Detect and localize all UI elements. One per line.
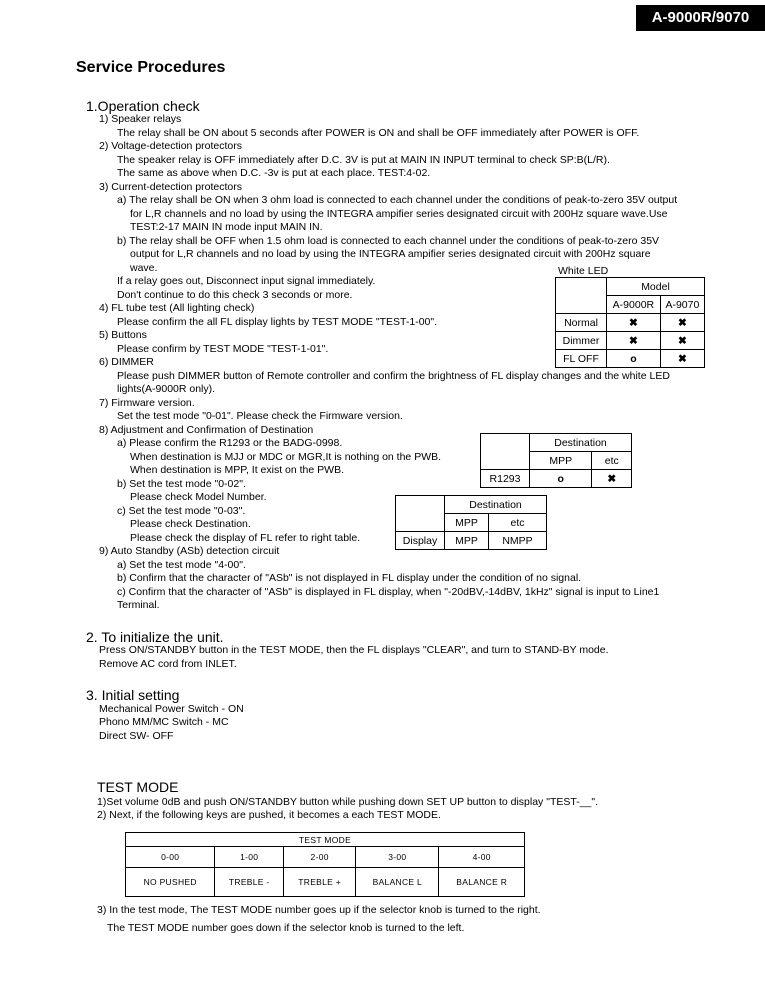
section1-line: c) Confirm that the character of "ASb" is displayed in FL display, when "-20dBV,-14dBV, 1kHz" signal is input to Line1 [117, 586, 660, 598]
section1-line: wave. [130, 262, 158, 274]
dimmer-a9000r: ✖ [607, 332, 661, 350]
section1-line: c) Set the test mode "0-03". [117, 505, 246, 517]
section1-line: Please check Model Number. [130, 491, 267, 503]
r1293-etc: ✖ [592, 470, 632, 488]
section3-line-1: Mechanical Power Switch - ON [99, 703, 244, 715]
col-mpp: MPP [530, 452, 592, 470]
section1-line: b) Confirm that the character of "ASb" is not displayed in FL display under the condition of no signal. [117, 572, 582, 584]
section1-line: 7) Firmware version. [99, 397, 195, 409]
section1-line: The speaker relay is OFF immediately after D.C. 3V is put at MAIN IN INPUT terminal to check SP:B(L/R). [117, 154, 610, 166]
section1-line: If a relay goes out, Disconnect input signal immediately. [117, 275, 376, 287]
section1-line: a) The relay shall be ON when 3 ohm load is connected to each channel under the conditions of peak-to-zero 35V output [117, 194, 678, 206]
section1-line: When destination is MJJ or MDC or MGR,It is nothing on the PWB. [130, 451, 442, 463]
section1-line: Please confirm by TEST MODE "TEST-1-01". [117, 343, 329, 355]
section1-line: 9) Auto Standby (ASb) detection circuit [99, 545, 280, 557]
model-header: Model [607, 278, 705, 296]
section1-line: output for L,R channels and no load by using the INTEGRA ampifier series designated circuit with 200Hz square [130, 248, 651, 260]
code-cell: 2-00 [284, 847, 356, 868]
fl-off-a9070: ✖ [660, 350, 704, 368]
section1-line: Don't continue to do this check 3 seconds or more. [117, 289, 353, 301]
section2-line-2: Remove AC cord from INLET. [99, 658, 237, 670]
table-corner [556, 278, 607, 314]
section1-line: The same as above when D.C. -3v is put at each place. TEST:4-02. [117, 167, 431, 179]
r1293-mpp: o [530, 470, 592, 488]
section1-line: Please push DIMMER button of Remote controller and confirm the brightness of FL display changes and the white LED [117, 370, 670, 382]
section1-line: 8) Adjustment and Confirmation of Destination [99, 424, 314, 436]
display-table [395, 495, 547, 550]
section1-line: a) Set the test mode "4-00". [117, 559, 246, 571]
display-mpp: MPP [445, 532, 489, 550]
section1-line: 3) Current-detection protectors [99, 181, 242, 193]
col-mpp: MPP [445, 514, 489, 532]
section1-line: b) Set the test mode "0-02". [117, 478, 246, 490]
section1-line: Please confirm the all FL display lights by TEST MODE "TEST-1-00". [117, 316, 438, 328]
display-etc: NMPP [488, 532, 546, 550]
section3-line-3: Direct SW- OFF [99, 730, 174, 742]
row-label-dimmer: Dimmer [556, 332, 607, 350]
test-mode-table [125, 832, 525, 897]
model-a9000r: A-9000R [607, 296, 661, 314]
col-etc: etc [488, 514, 546, 532]
model-badge: A-9000R/9070 [636, 5, 765, 31]
fl-off-a9000r: o [607, 350, 661, 368]
model-a9070: A-9070 [660, 296, 704, 314]
section1-line: 6) DIMMER [99, 356, 154, 368]
code-cell: 3-00 [356, 847, 439, 868]
test-mode-line-2: 2) Next, if the following keys are pushed, it becomes a each TEST MODE. [97, 809, 441, 821]
key-cell: BALANCE R [439, 868, 525, 897]
page-title: Service Procedures [76, 59, 226, 76]
section1-line: Please check Destination. [130, 518, 251, 530]
row-label-normal: Normal [556, 314, 607, 332]
r1293-table [480, 433, 632, 488]
row-label-display: Display [396, 532, 445, 550]
code-cell: 4-00 [439, 847, 525, 868]
section1-line: Set the test mode "0-01". Please check the Firmware version. [117, 410, 403, 422]
section1-line: When destination is MPP, It exist on the PWB. [130, 464, 344, 476]
test-mode-footer-1: 3) In the test mode, The TEST MODE number goes up if the selector knob is turned to the right. [97, 904, 541, 916]
key-cell: NO PUSHED [126, 868, 215, 897]
section1-line: for L,R channels and no load by using the INTEGRA ampifier series designated circuit with 200Hz square wave.Use [130, 208, 668, 220]
row-label-fl-off: FL OFF [556, 350, 607, 368]
section1-line: 5) Buttons [99, 329, 147, 341]
col-etc: etc [592, 452, 632, 470]
section1-line: Terminal. [117, 599, 160, 611]
section1-line: TEST:2-17 MAIN IN mode input MAIN IN. [130, 221, 323, 233]
section1-line: 2) Voltage-detection protectors [99, 140, 243, 152]
section2-heading: 2. To initialize the unit. [86, 629, 224, 645]
section1-line: lights(A-9000R only). [117, 383, 216, 395]
key-cell: BALANCE L [356, 868, 439, 897]
section1-line: 4) FL tube test (All lighting check) [99, 302, 255, 314]
section2-line-1: Press ON/STANDBY button in the TEST MODE, then the FL displays "CLEAR", and turn to STAND-BY mode. [99, 644, 609, 656]
test-mode-heading: TEST MODE [97, 779, 179, 795]
section1-line: 1) Speaker relays [99, 113, 182, 125]
section1-line: Please check the display of FL refer to right table. [130, 532, 361, 544]
section1-line: The relay shall be ON about 5 seconds after POWER is ON and shall be OFF immediately after POWER is OFF. [117, 127, 640, 139]
code-cell: 1-00 [215, 847, 284, 868]
normal-a9000r: ✖ [607, 314, 661, 332]
test-mode-line-1: 1)Set volume 0dB and push ON/STANDBY button while pushing down SET UP button to display "TEST-__". [97, 796, 599, 808]
destination-header: Destination [445, 496, 547, 514]
dimmer-a9070: ✖ [660, 332, 704, 350]
section1-heading: 1.Operation check [86, 98, 200, 114]
white-led-table [555, 277, 705, 368]
table-corner [396, 496, 445, 532]
normal-a9070: ✖ [660, 314, 704, 332]
key-cell: TREBLE - [215, 868, 284, 897]
test-mode-footer-2: The TEST MODE number goes down if the selector knob is turned to the left. [107, 922, 465, 934]
section1-line: a) Please confirm the R1293 or the BADG-0998. [117, 437, 343, 449]
destination-header: Destination [530, 434, 632, 452]
code-cell: 0-00 [126, 847, 215, 868]
table-corner [481, 434, 530, 470]
key-cell: TREBLE + [284, 868, 356, 897]
row-label-r1293: R1293 [481, 470, 530, 488]
section3-heading: 3. Initial setting [86, 687, 180, 703]
white-led-caption: White LED [558, 265, 609, 277]
test-mode-table-title: TEST MODE [126, 833, 525, 847]
section1-line: b) The relay shall be OFF when 1.5 ohm load is connected to each channel under the conditions of peak-to-zero 35V [117, 235, 660, 247]
section3-line-2: Phono MM/MC Switch - MC [99, 716, 229, 728]
